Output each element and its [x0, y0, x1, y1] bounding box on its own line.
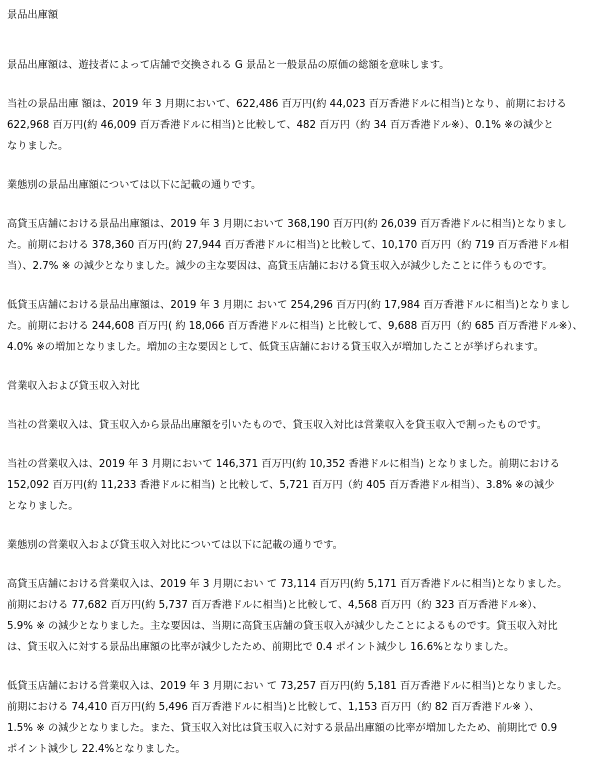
segment-intro-operating-revenue: 業態別の営業収入および貸玉収入対比については以下に記載の通りです。 — [7, 540, 343, 551]
paragraph-line: た。前期における 378,360 百万円(約 27,944 百万香港ドルに相当)と比較して、10,170 百万円（約 719 百万香港ドル相 — [7, 240, 569, 251]
paragraph-line: た。前期における 244,608 百万円( 約 18,066 百万香港ドルに相当) と比較して、9,688 百万円（約 685 百万香港ドル※）、 — [7, 321, 583, 332]
prize-payout-definition: 景品出庫額は、遊技者によって店舗で交換される G 景品と一般景品の原価の総額を意味します。 — [7, 60, 450, 71]
paragraph-line: 前期における 74,410 百万円(約 5,496 百万香港ドルに相当)と比較して、1,153 百万円（約 82 百万香港ドル※ ）、 — [7, 702, 540, 713]
paragraph-line: 高貸玉店舗における営業収入は、2019 年 3 月期におい て 73,114 百万円(約 5,171 百万香港ドルに相当)となりました。 — [7, 579, 568, 590]
paragraph-line: 低貸玉店舗における営業収入は、2019 年 3 月期におい て 73,257 百万円(約 5,181 百万香港ドルに相当)となりました。 — [7, 681, 568, 692]
paragraph-line: 低貸玉店舗における景品出庫額は、2019 年 3 月期に おいて 254,296 百万円(約 17,984 百万香港ドルに相当)となりまし — [7, 300, 571, 311]
paragraph-line: 当社の営業収入は、2019 年 3 月期において 146,371 百万円(約 10,352 香港ドルに相当) となりました。前期における — [7, 459, 560, 470]
paragraph-line: 152,092 百万円(約 11,233 香港ドルに相当) と比較して、5,721 百万円（約 405 百万香港ドル相当）、3.8% ※の減少 — [7, 480, 555, 491]
section-title-prize-payout: 景品出庫額 — [7, 10, 59, 21]
paragraph-line: 4.0% ※の増加となりました。増加の主な要因として、低貸玉店舗における貸玉収入が増加したことが挙げられます。 — [7, 342, 544, 353]
paragraph-line: 高貸玉店舗における景品出庫額は、2019 年 3 月期において 368,190 百万円(約 26,039 百万香港ドルに相当)となりまし — [7, 219, 567, 230]
paragraph-line: 1.5% ※ の減少となりました。また、貸玉収入対比は貸玉収入に対する景品出庫額の比率が増加したため、前期比で 0.9 — [7, 723, 558, 734]
paragraph-line: 622,968 百万円(約 46,009 百万香港ドルに相当)と比較して、482 百万円（約 34 百万香港ドル※）、0.1% ※の減少と — [7, 120, 554, 131]
section-title-operating-revenue: 営業収入および貸玉収入対比 — [7, 381, 140, 392]
paragraph-line: 当）、2.7% ※ の減少となりました。減少の主な要因は、高貸玉店舗における貸玉収入が減少したことに伴うものです。 — [7, 261, 553, 272]
segment-intro-prize-payout: 業態別の景品出庫額については以下に記載の通りです。 — [7, 180, 262, 191]
paragraph-line: なりました。 — [7, 141, 69, 152]
paragraph-line: ポイント減少し 22.4%となりました。 — [7, 744, 186, 755]
paragraph-line: は、貸玉収入に対する景品出庫額の比率が減少したため、前期比で 0.4 ポイント減少し 16.6%となりました。 — [7, 642, 515, 653]
paragraph-line: 前期における 77,682 百万円(約 5,737 百万香港ドルに相当)と比較して、4,568 百万円（約 323 百万香港ドル※）、 — [7, 600, 543, 611]
paragraph-line: 当社の景品出庫 額は、2019 年 3 月期において、622,486 百万円(約 44,023 百万香港ドルに相当)となり、前期における — [7, 99, 567, 110]
paragraph-line: 5.9% ※ の減少となりました。主な要因は、当期に高貸玉店舗の貸玉収入が減少したことによるものです。貸玉収入対比 — [7, 621, 558, 632]
operating-revenue-definition: 当社の営業収入は、貸玉収入から景品出庫額を引いたもので、貸玉収入対比は営業収入を貸玉収入で割ったものです。 — [7, 420, 547, 431]
paragraph-line: となりました。 — [7, 501, 79, 512]
